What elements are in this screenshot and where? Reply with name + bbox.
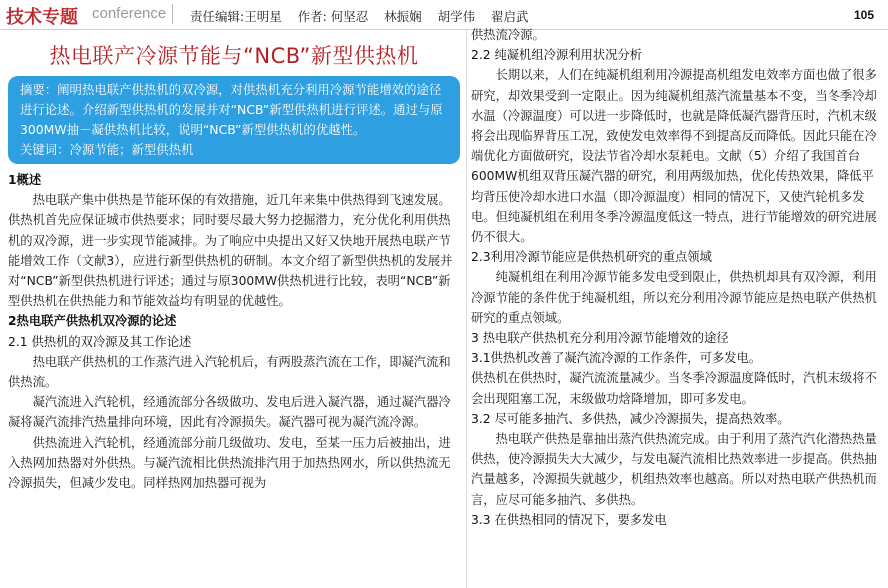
subsection-heading: 3.3 在供热相同的情况下，要多发电 <box>471 512 667 527</box>
section-heading: 1概述 <box>8 173 42 187</box>
right-body-text <box>471 25 881 530</box>
paragraph: 热电联产供热机的工作蒸汽进入汽轮机后，有两股蒸汽流在工作，即凝汽流和供热流。 <box>8 354 451 390</box>
paragraph: 纯凝机组在利用冷源节能多发电受到限止，供热机却具有双冷源，利用冷源节能的条件优于纯凝机组，所以充分利用冷源节能应是热电联产供热机研究的重点领域。 <box>471 270 877 325</box>
subsection-heading: 2.2 纯凝机组冷源利用状况分析 <box>471 48 643 63</box>
paragraph: 凝汽流进入汽轮机，经通流部分各级做功、发电后进入凝汽器，通过凝汽器冷凝将凝汽流排汽热量排向环境，因此有冷源损失。凝汽器可视为凝汽流冷源。 <box>8 395 451 430</box>
right-column <box>471 30 881 530</box>
paragraph: 热电联产供热是靠抽出蒸汽供热流完成。由于利用了蒸汽汽化潜热热量供热，使冷源损失大大减少，与发电凝汽流相比热效率进一步提高。供热抽汽量越多，冷源损失就越少，机组热效率也越高。所以对热电联产供热机而言，应尽可能多抽汽、多供热。 <box>471 432 877 507</box>
subsection-heading: 2.1 供热机的双冷源及其工作论述 <box>8 334 192 349</box>
abstract-text: 摘要：阐明热电联产供热机的双冷源，对供热机充分利用冷源节能增效的途径进行论述。介绍新型供热机的发展并对“NCB”新型供热机进行评述。通过与原300MW抽－凝供热机比较，说明“NCB”新型供热机的优越性。 <box>20 82 443 137</box>
section-brand: 技术专题 <box>6 7 78 28</box>
section-brand-english: conference <box>92 5 167 22</box>
subsection-heading: 3 热电联产供热机充分利用冷源节能增效的途径 <box>471 331 729 346</box>
editor-author-line: 责任编辑:王明星 作者: 何坚忍 林振娴 胡学伟 翟启武 <box>190 9 529 24</box>
abstract-box <box>8 76 460 164</box>
subsection-heading: 2.3利用冷源节能应是供热机研究的重点领域 <box>471 250 712 265</box>
subsection-heading: 3.2 尽可能多抽汽、多供热，减少冷源损失，提高热效率。 <box>471 411 790 426</box>
left-body-text <box>8 170 460 493</box>
page-number: 105 <box>853 8 874 22</box>
column-divider <box>466 30 467 588</box>
left-column <box>8 30 460 493</box>
article-title: 热电联产冷源节能与“NCB”新型供热机 <box>49 44 419 68</box>
subsection-heading: 3.1供热机改善了凝汽流冷源的工作条件，可多发电。 <box>471 351 762 366</box>
paragraph: 长期以来，人们在纯凝机组利用冷源提高机组发电效率方面也做了很多研究，却效果受到一定限止。因为纯凝机组蒸汽流量基本不变，当冬季冷却水温（冷源温度）可以进一步降低时，也就是降低凝汽器背压时，汽机末级将会出现临界背压工况，致使发电效率得不到提高反而降低。因此只能在冷端优化方面做研究，设法节省冷却水泵耗电。文献（5）介绍了我国首台600MW机组双背压凝汽器的研究，利用两级加热，优化传热效果，降低平均背压使冷却水进口水温（即冷源温度）相同的情况下，又使汽轮机多发电。但纯凝机组在利用冬季冷源温度低这一特点，进行节能增效的研究进展仍不很大。 <box>471 68 877 245</box>
section-heading: 2热电联产供热机双冷源的论述 <box>8 314 177 329</box>
header-separator <box>172 4 173 24</box>
paragraph: 供热流进入汽轮机，经通流部分前几级做功、发电，至某一压力后被抽出，进入热网加热器对外供热。与凝汽流相比供热流排汽用于加热热网水，所以供热流无冷源损失，但减少发电。同样热网加热器可视为 <box>8 435 451 491</box>
paragraph: 供热流冷源。 <box>471 28 545 42</box>
paragraph: 供热机在供热时，凝汽流流量减少。当冬季冷源温度降低时，汽机末级将不会出现阻塞工况，末级做功焓降增加，即可多发电。 <box>471 371 877 406</box>
keywords: 关键词：冷源节能；新型供热机 <box>20 142 194 157</box>
paragraph: 热电联产集中供热是节能环保的有效措施，近几年来集中供热得到飞速发展。供热机首先应保证城市供热要求；同时要尽最大努力挖掘潜力，充分优化利用供热机的双冷源，进一步实现节能减排。为了响应中央提出又好又快地开展热电联产节能增效工作（文献3），应进行新型供热机的研制。本文介绍了新型供热机的发展并对“NCB”新型供热机进行评述；通过与原300MW供热机进行比较，表明“NCB”新型供热机在供热能力和节能效益均有明显的优越性。 <box>8 193 453 309</box>
